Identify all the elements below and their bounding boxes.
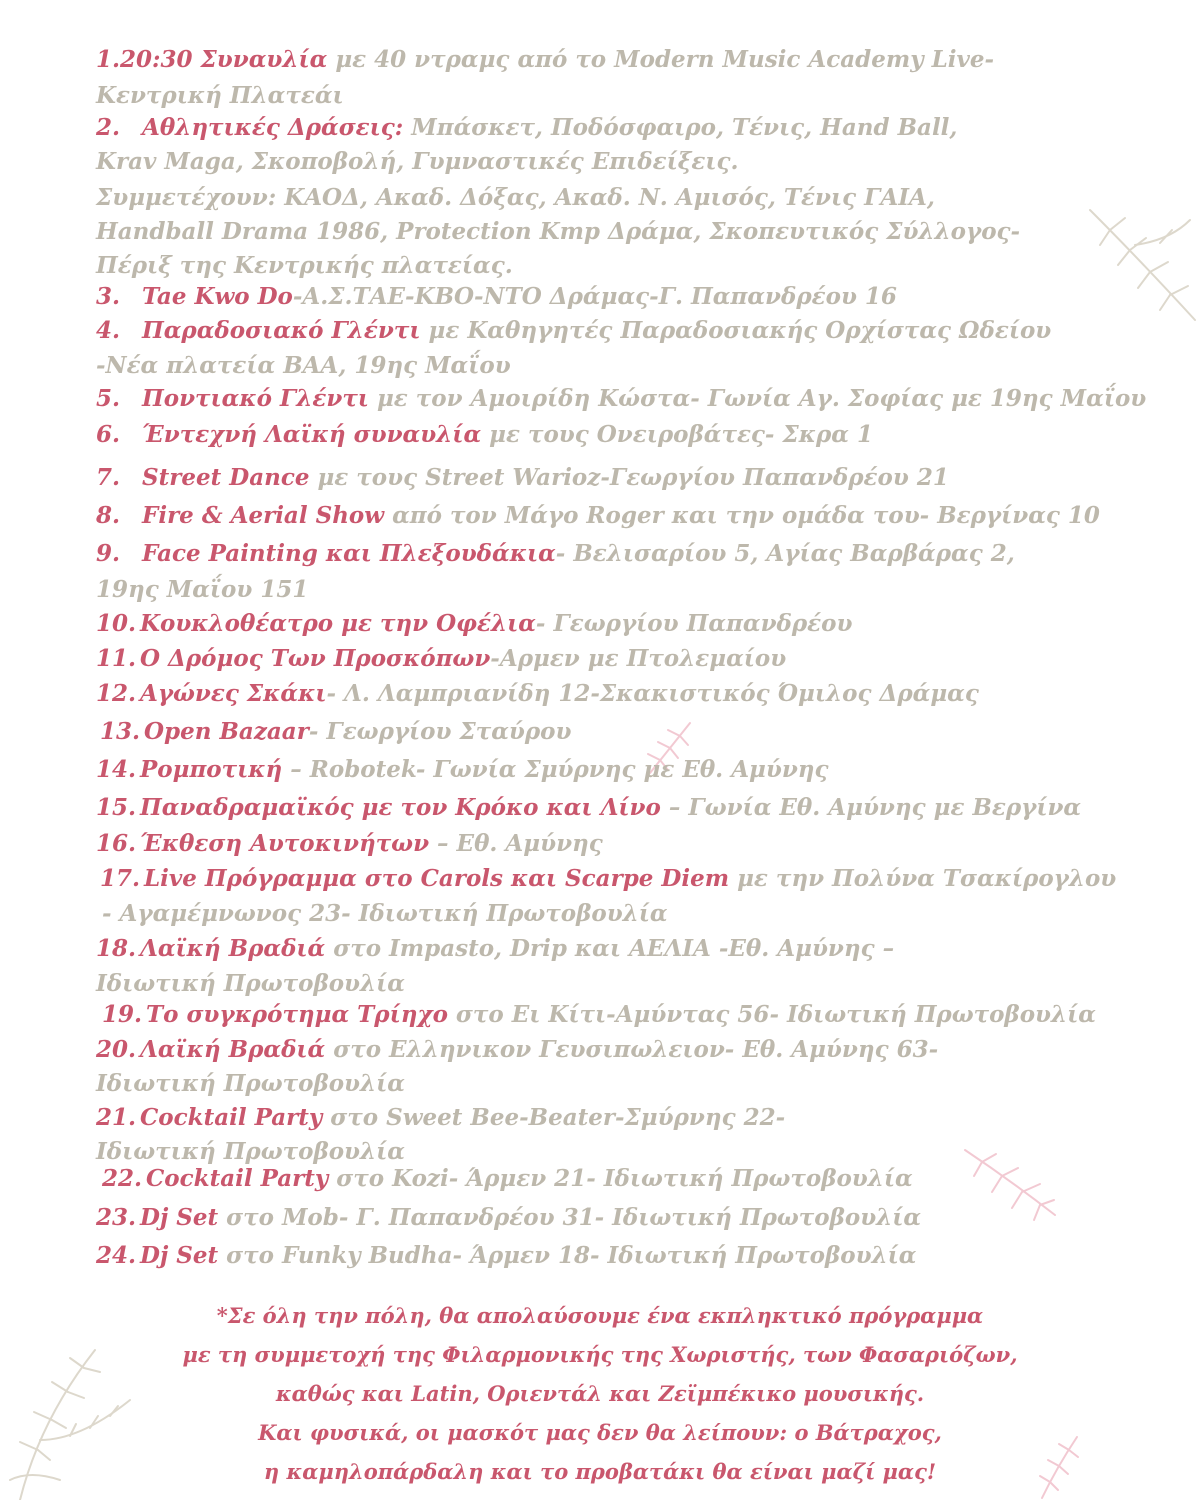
- item-details: με τους Street Warioz-Γεωργίου Παπανδρέου 21: [309, 464, 949, 491]
- list-item: [102, 997, 1096, 1033]
- item-number: 16.: [96, 830, 137, 857]
- list-item: [96, 641, 786, 677]
- item-title: Ο Δρόμος Των Προσκόπων: [140, 645, 491, 672]
- item-title: Το συγκρότημα Τρίηχο: [146, 1001, 448, 1028]
- item-number: 7.: [96, 464, 121, 491]
- list-item: [96, 1238, 917, 1274]
- item-title: Fire & Aerial Show: [142, 502, 385, 529]
- item-number: 5.: [96, 385, 121, 412]
- item-title: Έντεχνή Λαϊκή συναυλία: [142, 421, 482, 448]
- item-details-continued: Krav Maga, Σκοποβολή, Γυμναστικές Επιδείξεις.: [96, 148, 739, 175]
- item-details: Μπάσκετ, Ποδόσφαιρο, Τένις, Hand Ball,: [403, 114, 958, 141]
- footer-line: Και φυσικά, οι μασκότ μας δεν θα λείπουν: ο Βάτραχος,: [258, 1420, 942, 1445]
- item-number: 1.: [96, 46, 121, 73]
- item-number: 14.: [96, 756, 137, 783]
- list-item: [96, 1032, 938, 1068]
- item-details: -Α.Σ.ΤΑΕ-ΚΒΟ-ΝΤΟ Δράμας-Γ. Παπανδρέου 16: [292, 283, 897, 310]
- item-details: με 40 ντραμς από το Modern Music Academy Live-: [327, 46, 995, 73]
- item-number: 24.: [96, 1242, 137, 1269]
- item-details: στο Ει Κίτι-Αμύντας 56- Ιδιωτική Πρωτοβουλία: [447, 1001, 1096, 1028]
- list-item: [96, 1200, 921, 1236]
- item-title: Κουκλοθέατρο με την Οφέλια: [140, 610, 536, 637]
- leaf-sprig-icon: [960, 1140, 1060, 1230]
- item-details: στο Kozi- Άρμεν 21- Ιδιωτική Πρωτοβουλία: [328, 1165, 913, 1192]
- item-number: 19.: [102, 1001, 143, 1028]
- item-title: Αθλητικές Δράσεις:: [142, 114, 404, 141]
- item-details-continued: 19ης Μαΐου 151: [96, 576, 309, 603]
- list-item: [96, 42, 994, 78]
- item-title: Αγώνες Σκάκι: [140, 680, 327, 707]
- item-title: Live Πρόγραμμα στο Carols και Scarpe Diem: [144, 865, 730, 892]
- item-details: - Βελισαρίου 5, Αγίας Βαρβάρας 2,: [555, 540, 1015, 567]
- item-title: Ποντιακό Γλέντι: [142, 385, 369, 412]
- footer-line: η καμηλοπάρδαλη και το προβατάκι θα είναι μαζί μας!: [263, 1459, 937, 1484]
- item-title: 20:30 Συναυλία: [120, 46, 328, 73]
- item-number: 3.: [96, 283, 121, 310]
- item-details: -Αρμεν με Πτολεμαίου: [490, 645, 787, 672]
- list-item: [102, 1161, 913, 1197]
- item-number: 17.: [100, 865, 141, 892]
- item-details: στο Ελληνικον Γευσιπωλειον- Εθ. Αμύνης 63-: [325, 1036, 939, 1063]
- item-number: 8.: [96, 502, 121, 529]
- item-title: Street Dance: [142, 464, 310, 491]
- item-title: Dj Set: [140, 1242, 219, 1269]
- item-title: Dj Set: [140, 1204, 219, 1231]
- item-details-continued: Πέριξ της Κεντρικής πλατείας.: [96, 252, 513, 279]
- list-item: [96, 1100, 785, 1136]
- item-number: 23.: [96, 1204, 137, 1231]
- item-number: 10.: [96, 610, 137, 637]
- item-details: με την Πολύνα Τσακίρογλου: [729, 865, 1117, 892]
- item-title: Λαϊκή Βραδιά: [140, 1036, 326, 1063]
- list-item: [96, 606, 852, 642]
- list-item: [96, 931, 894, 967]
- item-title: Παραδοσιακό Γλέντι: [142, 317, 421, 344]
- list-item: [96, 313, 1051, 349]
- list-item: [96, 790, 1081, 826]
- item-title: Cocktail Party: [146, 1165, 329, 1192]
- list-item: [96, 826, 603, 862]
- item-number: 9.: [96, 540, 121, 567]
- item-details: - Γεωργίου Παπανδρέου: [535, 610, 853, 637]
- item-number: 4.: [96, 317, 121, 344]
- item-title: Cocktail Party: [140, 1104, 323, 1131]
- item-details: με τον Αμοιρίδη Κώστα- Γωνία Αγ. Σοφίας με 19ης Μαΐου: [368, 385, 1147, 412]
- item-details: – Robotek- Γωνία Σμύρνης με Εθ. Αμύνης: [282, 756, 829, 783]
- list-item: [96, 460, 949, 496]
- list-item: [96, 676, 979, 712]
- item-details: στο Impasto, Drip και ΑΕΛΙΑ -Εθ. Αμύνης –: [325, 935, 895, 962]
- item-title: Ρομποτική: [140, 756, 283, 783]
- item-details-continued: Συμμετέχουν: ΚΑΟΔ, Ακαδ. Δόξας, Ακαδ. Ν. Αμισός, Τένις ΓΑΙΑ,: [96, 184, 935, 211]
- item-number: 12.: [96, 680, 137, 707]
- list-item: [100, 714, 571, 750]
- leaf-sprig-icon: [1080, 200, 1200, 330]
- item-details-continued: Ιδιωτική Πρωτοβουλία: [96, 1138, 405, 1165]
- list-item: [100, 861, 1116, 897]
- item-number: 20.: [96, 1036, 137, 1063]
- item-number: 6.: [96, 421, 121, 448]
- item-details: στο Sweet Bee-Beater-Σμύρνης 22-: [322, 1104, 786, 1131]
- item-title: Παναδραμαϊκός με τον Κρόκο και Λίνο: [140, 794, 661, 821]
- item-details: με τους Ονειροβάτες- Σκρα 1: [481, 421, 873, 448]
- item-details: – Εθ. Αμύνης: [429, 830, 603, 857]
- item-title: Open Bazaar: [144, 718, 309, 745]
- item-title: Λαϊκή Βραδιά: [140, 935, 326, 962]
- item-details-continued: Κεντρική Πλατεάι: [96, 82, 344, 109]
- item-details: από τον Μάγο Roger και την ομάδα του- Βεργίνας 10: [384, 502, 1100, 529]
- item-number: 18.: [96, 935, 137, 962]
- item-details-continued: - Αγαμέμνωνος 23- Ιδιωτική Πρωτοβουλία: [102, 900, 668, 927]
- item-details: στο Mob- Γ. Παπανδρέου 31- Ιδιωτική Πρωτοβουλία: [218, 1204, 922, 1231]
- item-details-continued: Handball Drama 1986, Protection Kmp Δράμα, Σκοπευτικός Σύλλογος-: [96, 218, 1021, 245]
- item-details: – Γωνία Εθ. Αμύνης με Βεργίνα: [660, 794, 1082, 821]
- footer-line: καθώς και Latin, Οριεντάλ και Ζεϊμπέκικο μουσικής.: [275, 1381, 925, 1406]
- list-item: [96, 536, 1015, 572]
- item-details: στο Funky Budha- Άρμεν 18- Ιδιωτική Πρωτοβουλία: [218, 1242, 917, 1269]
- list-item: [96, 110, 957, 146]
- list-item: [96, 498, 1100, 534]
- item-details: - Λ. Λαμπριανίδη 12-Σκακιστικός Όμιλος Δράμας: [326, 680, 979, 707]
- item-title: Face Painting και Πλεξουδάκια: [142, 540, 556, 567]
- list-item: [96, 752, 829, 788]
- item-number: 13.: [100, 718, 141, 745]
- item-details-continued: Ιδιωτική Πρωτοβουλία: [96, 970, 405, 997]
- item-details: με Καθηγητές Παραδοσιακής Ορχίστας Ωδείου: [420, 317, 1052, 344]
- footer-line: *Σε όλη την πόλη, θα απολαύσουμε ένα εκπληκτικό πρόγραμμα: [216, 1303, 984, 1328]
- item-title: Tae Kwo Do: [142, 283, 293, 310]
- item-number: 15.: [96, 794, 137, 821]
- footer-line: με τη συμμετοχή της Φιλαρμονικής της Χωριστής, των Φασαριόζων,: [182, 1342, 1018, 1367]
- list-item: [96, 381, 1146, 417]
- item-details: - Γεωργίου Σταύρου: [308, 718, 572, 745]
- item-number: 2.: [96, 114, 121, 141]
- item-number: 21.: [96, 1104, 137, 1131]
- item-details-continued: -Νέα πλατεία ΒΑΑ, 19ης Μαΐου: [96, 352, 511, 379]
- item-number: 22.: [102, 1165, 143, 1192]
- list-item: [96, 279, 897, 315]
- item-number: 11.: [96, 645, 137, 672]
- item-title: Έκθεση Αυτοκινήτων: [140, 830, 430, 857]
- footer-note: [0, 1296, 1200, 1491]
- item-details-continued: Ιδιωτική Πρωτοβουλία: [96, 1070, 405, 1097]
- list-item: [96, 417, 873, 453]
